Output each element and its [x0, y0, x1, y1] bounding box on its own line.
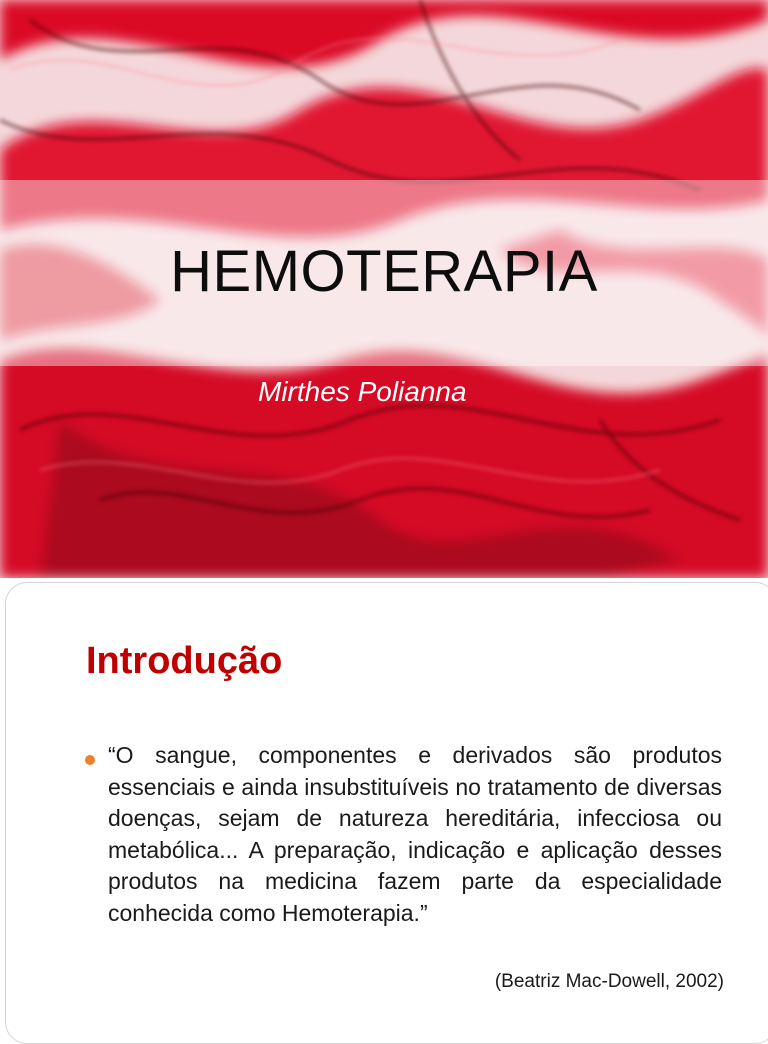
presentation-title: HEMOTERAPIA [170, 239, 598, 304]
quote-citation: (Beatriz Mac-Dowell, 2002) [494, 971, 724, 992]
bullet-quote-text: “O sangue, componentes e derivados são produtos essenciais e ainda insubstituíveis no tratamento de diversas doenças, sejam de natureza hereditária, infecciosa ou metabólica... A preparação, indicação e aplicação desses produtos na medicina fazem parte da especialidade conhecida como Hemoterapia.” [108, 742, 722, 926]
slide-heading: Introdução [86, 640, 283, 682]
presentation-subtitle: Mirthes Polianna [258, 376, 467, 407]
bullet-dot-icon [85, 755, 95, 765]
intro-slide [5, 582, 768, 1044]
